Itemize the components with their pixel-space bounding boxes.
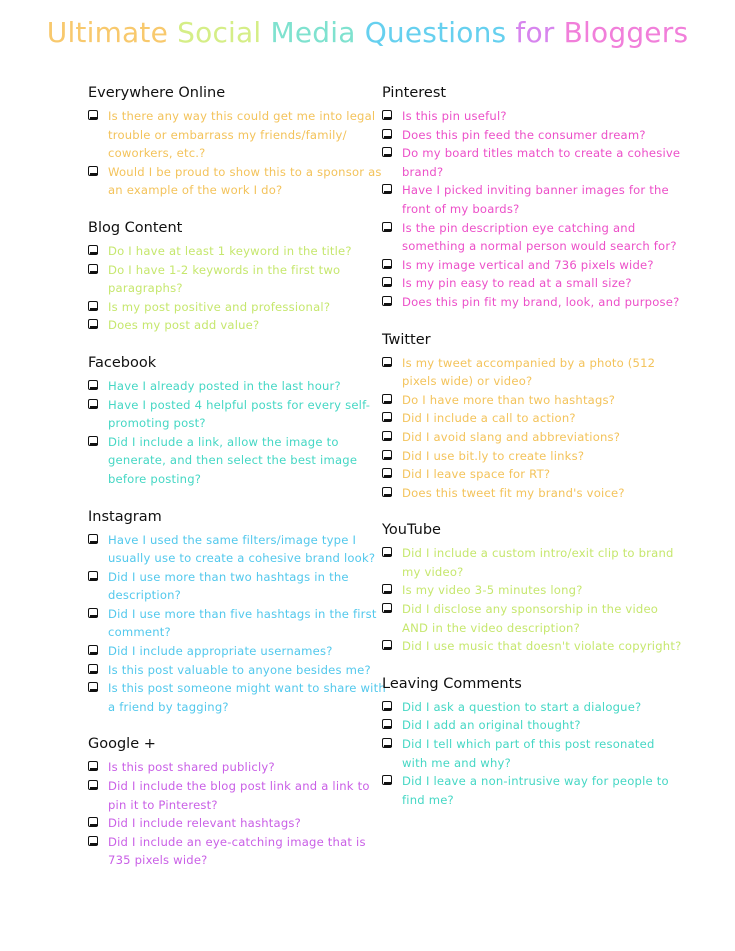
checklist-item-text: Is this post valuable to anyone besides me? [108, 662, 371, 677]
section-pinterest [382, 84, 682, 312]
checklist-item-text: Is this pin useful? [402, 109, 507, 123]
checklist [382, 354, 682, 503]
checklist-item [88, 777, 388, 814]
checklist-item [88, 242, 388, 261]
checklist-item [88, 758, 388, 777]
title-word: Media [270, 16, 356, 49]
checkbox-icon[interactable] [382, 277, 392, 287]
section-title: YouTube [382, 522, 441, 539]
checkbox-icon[interactable] [382, 110, 392, 120]
title-word: for [515, 16, 555, 49]
checklist-item [382, 735, 682, 772]
checklist-item-text: Did I include appropriate usernames? [108, 644, 333, 659]
section-title: Google + [88, 736, 156, 753]
checkbox-icon[interactable] [382, 738, 392, 748]
checkbox-icon[interactable] [382, 775, 392, 785]
checklist-item-text: Have I posted 4 helpful posts for every self-promoting post? [108, 397, 371, 431]
checklist-item [88, 107, 388, 163]
checklist-item-text: Is my post positive and professional? [108, 299, 331, 314]
checklist-item-text: Did I include a custom intro/exit clip to brand my video? [402, 546, 674, 579]
checklist-item [382, 293, 682, 312]
section-google [88, 735, 388, 870]
section-title: Instagram [88, 508, 162, 525]
checklist [88, 758, 388, 870]
checklist-item [382, 126, 682, 145]
checklist-item [88, 433, 388, 489]
title-word: Social [177, 16, 262, 49]
checklist-item-text: Do my board titles match to create a cohesive brand? [402, 146, 681, 179]
checkbox-icon[interactable] [88, 571, 98, 581]
checkbox-icon[interactable] [88, 399, 98, 409]
checklist-item-text: Does my post add value? [108, 318, 260, 333]
checklist-item [382, 354, 682, 391]
checklist-item-text: Did I use music that doesn't violate copyright? [402, 639, 682, 654]
checkbox-icon[interactable] [88, 301, 98, 311]
checklist [88, 377, 388, 489]
checkbox-icon[interactable] [88, 245, 98, 255]
checklist-item [88, 298, 388, 317]
checklist-item [382, 637, 682, 656]
checkbox-icon[interactable] [382, 147, 392, 157]
checkbox-icon[interactable] [382, 259, 392, 269]
checkbox-icon[interactable] [382, 222, 392, 232]
checkbox-icon[interactable] [382, 357, 392, 367]
checklist-item-text: Is my video 3-5 minutes long? [402, 583, 583, 598]
checkbox-icon[interactable] [382, 719, 392, 729]
checklist-item-text: Did I include a call to action? [402, 411, 576, 426]
checklist-item [382, 219, 682, 256]
checklist-item [382, 716, 682, 735]
checklist-item [382, 144, 682, 181]
checklist-item-text: Is my image vertical and 736 pixels wide? [402, 257, 654, 272]
checklist-item-text: Have I already posted in the last hour? [108, 378, 341, 393]
checkbox-icon[interactable] [382, 584, 392, 594]
checkbox-icon[interactable] [88, 436, 98, 446]
checkbox-icon[interactable] [382, 701, 392, 711]
section-instagram [88, 508, 388, 717]
section-title: Twitter [382, 331, 431, 348]
checklist-item [382, 181, 682, 218]
checklist-item [382, 409, 682, 428]
checkbox-icon[interactable] [88, 166, 98, 176]
checkbox-icon[interactable] [382, 431, 392, 441]
checklist-item [88, 833, 388, 870]
left-column [88, 84, 388, 889]
checklist-item [382, 772, 682, 809]
title-word: Bloggers [563, 16, 689, 49]
checklist [88, 531, 388, 717]
checklist-item-text: Does this tweet fit my brand's voice? [402, 485, 625, 500]
checklist [88, 107, 388, 200]
checkbox-icon[interactable] [382, 184, 392, 194]
checkbox-icon[interactable] [88, 817, 98, 827]
checkbox-icon[interactable] [382, 547, 392, 557]
checklist-item-text: Is there any way this could get me into legal trouble or embarrass my friends/family/ coworkers, etc.? [108, 109, 376, 161]
checklist-item-text: Is my tweet accompanied by a photo (512 pixels wide) or video? [402, 355, 656, 389]
checklist-item-text: Does this pin fit my brand, look, and purpose? [402, 294, 680, 309]
checklist-item [88, 163, 388, 200]
section-title: Pinterest [382, 85, 447, 101]
checklist [382, 107, 682, 312]
section-blog-content [88, 219, 388, 335]
checklist-item [88, 568, 388, 605]
checkbox-icon[interactable] [382, 640, 392, 650]
checkbox-icon[interactable] [382, 487, 392, 497]
checklist-item-text: Would I be proud to show this to a sponsor as an example of the work I do? [108, 164, 382, 198]
checklist-item [382, 256, 682, 275]
checklist-item-text: Did I tell which part of this post resonated with me and why? [402, 737, 655, 770]
checklist [382, 544, 682, 656]
checkbox-icon[interactable] [88, 380, 98, 390]
page-title [0, 16, 735, 49]
checklist-item-text: Did I include a link, allow the image to generate, and then select the best image before posting? [108, 434, 358, 486]
checklist-item [88, 531, 388, 568]
checklist-item [382, 107, 682, 126]
checklist-item [88, 605, 388, 642]
checklist-item-text: Have I picked inviting banner images for the front of my boards? [402, 183, 669, 216]
checklist-item-text: Did I use bit.ly to create links? [402, 448, 585, 463]
checklist-item-text: Do I have at least 1 keyword in the title? [108, 243, 352, 258]
section-facebook [88, 354, 388, 489]
checkbox-icon[interactable] [382, 603, 392, 613]
checklist-item [382, 581, 682, 600]
checkbox-icon[interactable] [88, 264, 98, 274]
checklist-item [382, 544, 682, 581]
checklist-item-text: Did I include an eye-catching image that is 735 pixels wide? [108, 834, 366, 868]
checklist-item [88, 316, 388, 335]
checkbox-icon[interactable] [88, 534, 98, 544]
section-title: Everywhere Online [88, 85, 226, 101]
checklist-item-text: Did I add an original thought? [402, 718, 581, 733]
checklist-item-text: Did I avoid slang and abbreviations? [402, 429, 621, 444]
checkbox-icon[interactable] [382, 129, 392, 139]
section-youtube [382, 521, 682, 656]
section-title: Facebook [88, 354, 157, 371]
checkbox-icon[interactable] [88, 836, 98, 846]
checklist-item-text: Is this post someone might want to share with a friend by tagging? [108, 681, 386, 714]
checklist-item [382, 600, 682, 637]
checkbox-icon[interactable] [88, 110, 98, 120]
checkbox-icon[interactable] [382, 450, 392, 460]
checkbox-icon[interactable] [88, 682, 98, 692]
checkbox-icon[interactable] [88, 761, 98, 771]
checklist-item-text: Does this pin feed the consumer dream? [402, 127, 646, 142]
checklist-item-text: Have I used the same filters/image type I usually use to create a cohesive brand look? [108, 532, 376, 566]
checklist-item [88, 261, 388, 298]
title-word: Questions [364, 16, 507, 49]
checklist-item-text: Did I leave a non-intrusive way for people to find me? [402, 774, 669, 807]
checklist-item-text: Is this post shared publicly? [108, 760, 275, 775]
checklist-item-text: Is the pin description eye catching and something a normal person would search for? [402, 220, 677, 254]
checkbox-icon[interactable] [88, 780, 98, 790]
checklist-item-text: Did I leave space for RT? [402, 467, 551, 482]
checklist [88, 242, 388, 335]
checklist-item [382, 698, 682, 717]
checklist-item [88, 642, 388, 661]
checklist-item [88, 679, 388, 716]
checkbox-icon[interactable] [88, 319, 98, 329]
checkbox-icon[interactable] [88, 664, 98, 674]
checklist-item [88, 377, 388, 396]
checklist-item-text: Do I have more than two hashtags? [402, 392, 616, 407]
checklist-item [88, 396, 388, 433]
checkbox-icon[interactable] [88, 645, 98, 655]
section-title: Leaving Comments [382, 675, 522, 692]
checklist-item [382, 274, 682, 293]
checklist-item [88, 814, 388, 833]
checkbox-icon[interactable] [88, 608, 98, 618]
checklist-item [382, 484, 682, 503]
checklist-item-text: Did I include the blog post link and a link to pin it to Pinterest? [108, 779, 370, 812]
section-everywhere-online [88, 84, 388, 200]
checkbox-icon[interactable] [382, 394, 392, 404]
section-leaving-comments [382, 675, 682, 810]
checklist-item-text: Did I use more than two hashtags in the description? [108, 569, 349, 603]
checklist-item-text: Did I ask a question to start a dialogue? [402, 699, 642, 714]
checklist-item-text: Did I disclose any sponsorship in the video AND in the video description? [402, 602, 659, 635]
checklist-item [382, 465, 682, 484]
section-title: Blog Content [88, 219, 183, 236]
checklist [382, 698, 682, 810]
checklist-item-text: Did I use more than five hashtags in the first comment? [108, 606, 377, 640]
checkbox-icon[interactable] [382, 468, 392, 478]
checkbox-icon[interactable] [382, 412, 392, 422]
checklist-item [382, 447, 682, 466]
checkbox-icon[interactable] [382, 296, 392, 306]
checklist-item-text: Did I include relevant hashtags? [108, 816, 301, 831]
title-word: Ultimate [46, 16, 169, 49]
checklist-item [382, 391, 682, 410]
section-twitter [382, 331, 682, 503]
right-column [382, 84, 682, 828]
checklist-item-text: Do I have 1-2 keywords in the first two paragraphs? [108, 262, 341, 296]
checklist-item [88, 661, 388, 680]
checklist-item [382, 428, 682, 447]
checklist-item-text: Is my pin easy to read at a small size? [402, 276, 632, 291]
